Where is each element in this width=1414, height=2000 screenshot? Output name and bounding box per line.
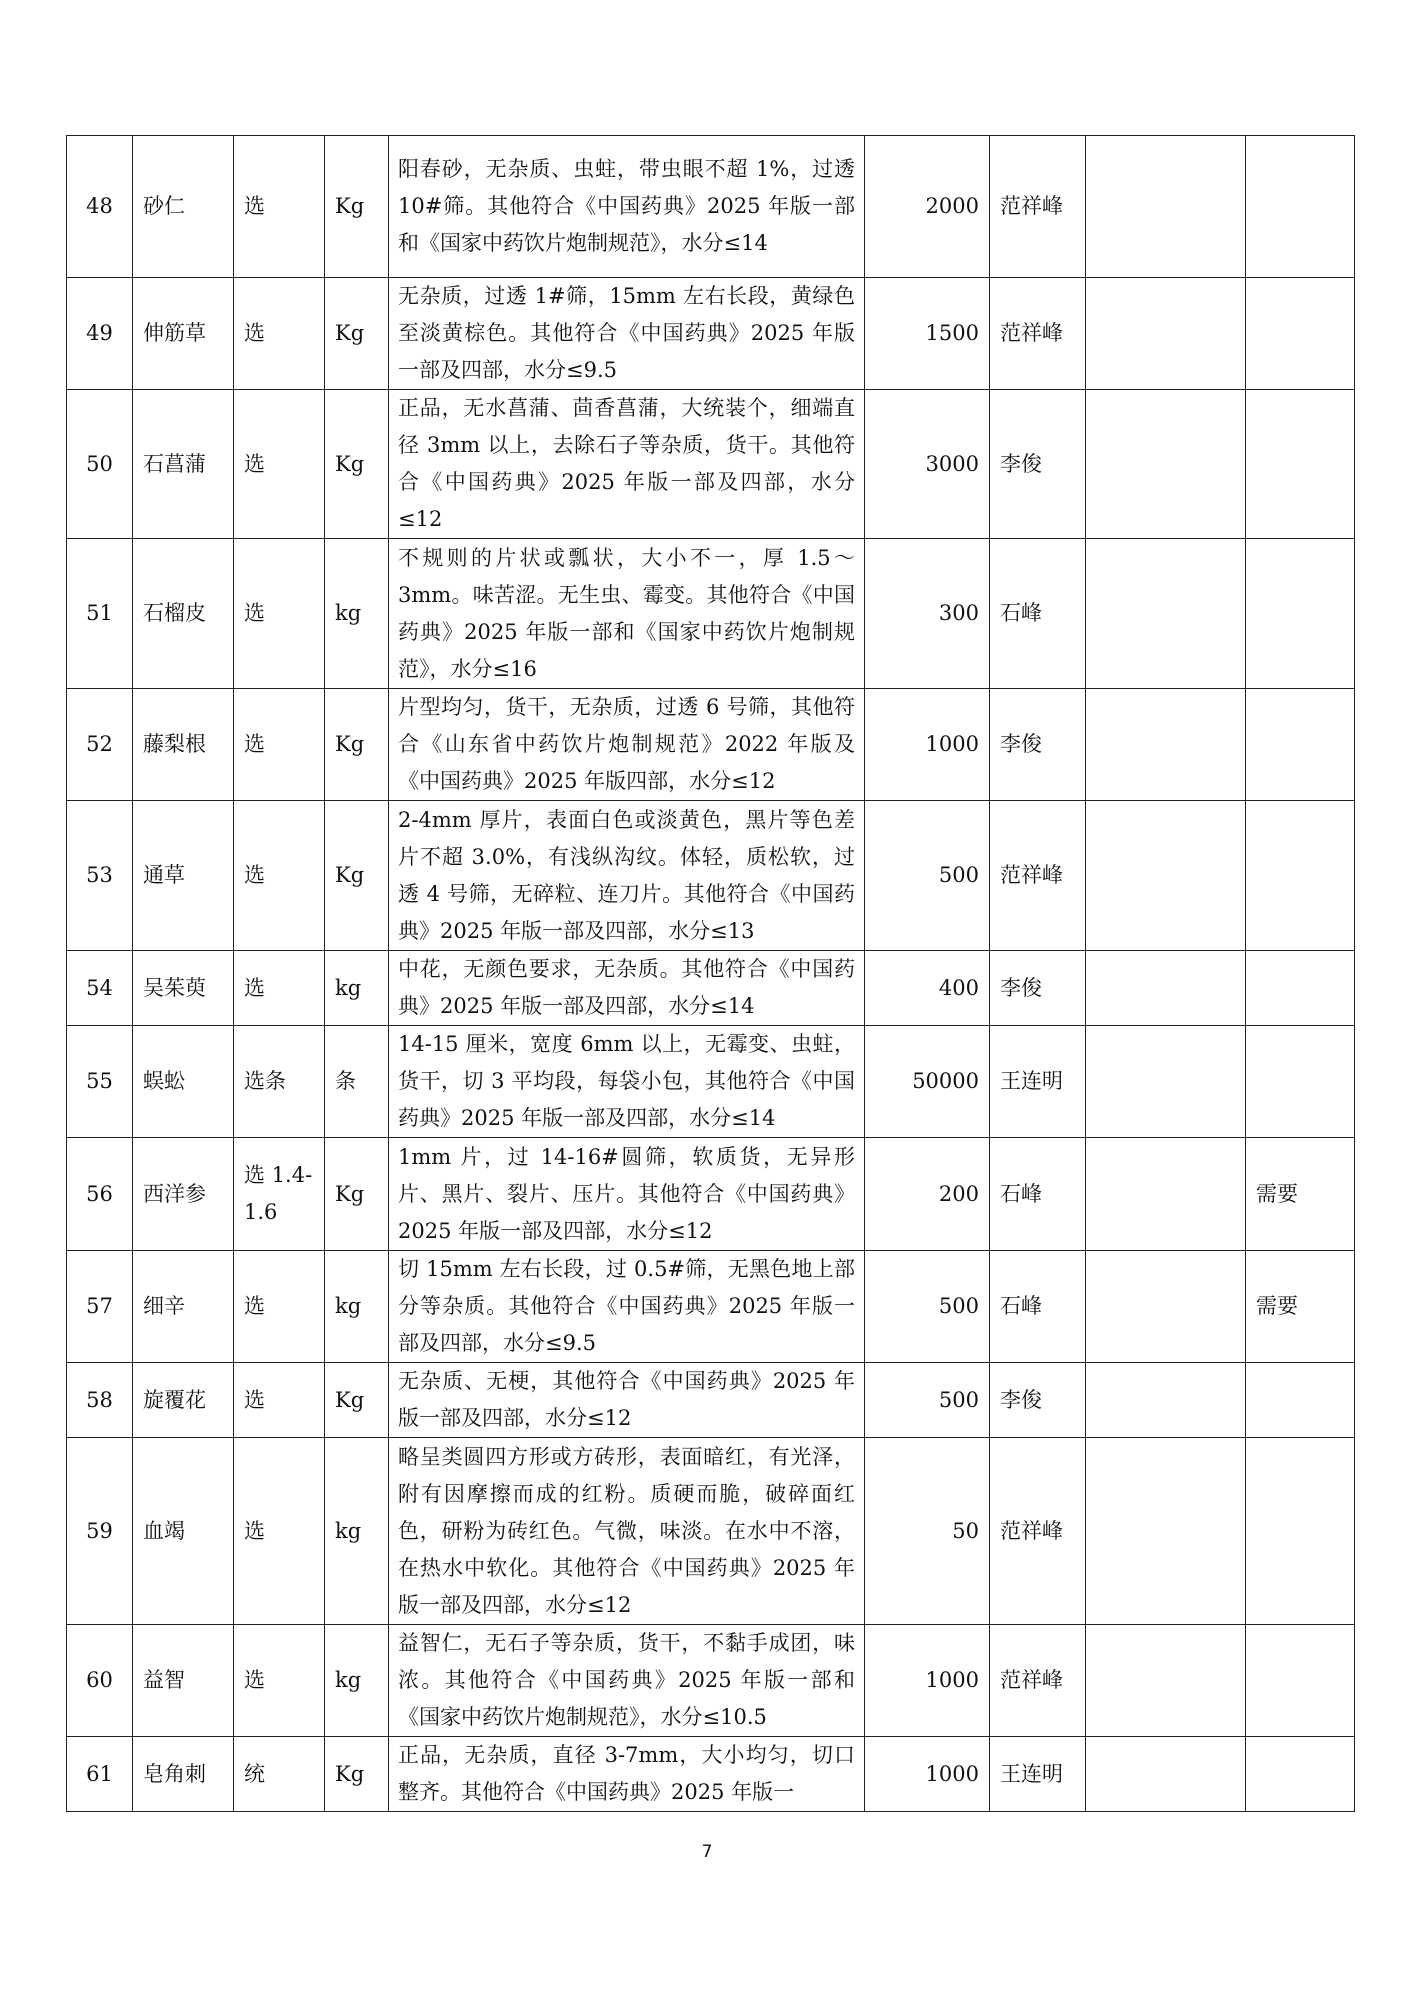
requirement-note-cell: [1246, 689, 1355, 801]
responsible-person-cell: 石峰: [990, 1251, 1086, 1363]
row-number-cell: 48: [67, 136, 133, 278]
unit-cell: Kg: [325, 390, 389, 539]
responsible-person-cell: 范祥峰: [990, 1625, 1086, 1737]
specification-cell: 阳春砂，无杂质、虫蛀，带虫眼不超 1%，过透 10#筛。其他符合《中国药典》2025 年版一部和《国家中药饮片炮制规范》，水分≤14: [389, 136, 865, 278]
extra-column-cell: [1086, 951, 1246, 1026]
responsible-person-cell: 李俊: [990, 689, 1086, 801]
responsible-person-cell: 石峰: [990, 1138, 1086, 1251]
responsible-person-cell: 王连明: [990, 1737, 1086, 1812]
extra-column-cell: [1086, 1026, 1246, 1138]
grade-cell: 选: [234, 539, 325, 689]
responsible-person-cell: 王连明: [990, 1026, 1086, 1138]
herb-name-cell: 石菖蒲: [133, 390, 234, 539]
responsible-person-cell: 范祥峰: [990, 136, 1086, 278]
grade-cell: 选: [234, 1251, 325, 1363]
specification-cell: 中花，无颜色要求，无杂质。其他符合《中国药典》2025 年版一部及四部，水分≤14: [389, 951, 865, 1026]
responsible-person-cell: 石峰: [990, 539, 1086, 689]
herb-name-cell: 砂仁: [133, 136, 234, 278]
table-row: [67, 1251, 1355, 1363]
table-row: [67, 1026, 1355, 1138]
specification-cell: 14-15 厘米，宽度 6mm 以上，无霉变、虫蛀，货干，切 3 平均段，每袋小包，其他符合《中国药典》2025 年版一部及四部，水分≤14: [389, 1026, 865, 1138]
page-number: 7: [701, 1842, 713, 1862]
specification-cell: 略呈类圆四方形或方砖形，表面暗红，有光泽，附有因摩擦而成的红粉。质硬而脆，破碎面红色，研粉为砖红色。气微，味淡。在水中不溶，在热水中软化。其他符合《中国药典》2025 年版一部及四部，水分≤12: [389, 1438, 865, 1625]
requirement-note-cell: [1246, 1363, 1355, 1438]
herb-name-cell: 皂角刺: [133, 1737, 234, 1812]
requirement-note-cell: [1246, 390, 1355, 539]
extra-column-cell: [1086, 539, 1246, 689]
grade-cell: 选 1.4-1.6: [234, 1138, 325, 1251]
row-number-cell: 54: [67, 951, 133, 1026]
table-row: [67, 278, 1355, 390]
requirement-note-cell: [1246, 1737, 1355, 1812]
specification-cell: 正品，无杂质，直径 3-7mm，大小均匀，切口整齐。其他符合《中国药典》2025 年版一: [389, 1737, 865, 1812]
grade-cell: 选: [234, 1363, 325, 1438]
responsible-person-cell: 李俊: [990, 951, 1086, 1026]
quantity-cell: 1000: [865, 689, 990, 801]
requirement-note-cell: [1246, 278, 1355, 390]
row-number-cell: 57: [67, 1251, 133, 1363]
quantity-cell: 1000: [865, 1625, 990, 1737]
table-row: [67, 1438, 1355, 1625]
extra-column-cell: [1086, 1625, 1246, 1737]
herb-name-cell: 藤梨根: [133, 689, 234, 801]
unit-cell: kg: [325, 951, 389, 1026]
requirement-note-cell: [1246, 801, 1355, 951]
herb-name-cell: 通草: [133, 801, 234, 951]
unit-cell: Kg: [325, 1737, 389, 1812]
unit-cell: kg: [325, 1625, 389, 1737]
row-number-cell: 59: [67, 1438, 133, 1625]
quantity-cell: 500: [865, 1363, 990, 1438]
extra-column-cell: [1086, 1138, 1246, 1251]
grade-cell: 选: [234, 951, 325, 1026]
extra-column-cell: [1086, 689, 1246, 801]
table-row: [67, 801, 1355, 951]
grade-cell: 选条: [234, 1026, 325, 1138]
table-row: [67, 1737, 1355, 1812]
unit-cell: Kg: [325, 1138, 389, 1251]
quantity-cell: 50000: [865, 1026, 990, 1138]
row-number-cell: 52: [67, 689, 133, 801]
row-number-cell: 49: [67, 278, 133, 390]
specification-cell: 无杂质，过透 1#筛，15mm 左右长段，黄绿色至淡黄棕色。其他符合《中国药典》2025 年版一部及四部，水分≤9.5: [389, 278, 865, 390]
unit-cell: Kg: [325, 136, 389, 278]
specification-cell: 益智仁，无石子等杂质，货干，不黏手成团，味浓。其他符合《中国药典》2025 年版一部和《国家中药饮片炮制规范》，水分≤10.5: [389, 1625, 865, 1737]
grade-cell: 选: [234, 278, 325, 390]
table-row: [67, 1138, 1355, 1251]
quantity-cell: 50: [865, 1438, 990, 1625]
quantity-cell: 1500: [865, 278, 990, 390]
requirement-note-cell: 需要: [1246, 1138, 1355, 1251]
row-number-cell: 50: [67, 390, 133, 539]
grade-cell: 选: [234, 390, 325, 539]
extra-column-cell: [1086, 390, 1246, 539]
requirement-note-cell: [1246, 136, 1355, 278]
quantity-cell: 3000: [865, 390, 990, 539]
row-number-cell: 55: [67, 1026, 133, 1138]
responsible-person-cell: 范祥峰: [990, 1438, 1086, 1625]
row-number-cell: 53: [67, 801, 133, 951]
herb-name-cell: 旋覆花: [133, 1363, 234, 1438]
requirement-note-cell: [1246, 1438, 1355, 1625]
extra-column-cell: [1086, 136, 1246, 278]
grade-cell: 选: [234, 1438, 325, 1625]
row-number-cell: 58: [67, 1363, 133, 1438]
quantity-cell: 500: [865, 801, 990, 951]
unit-cell: Kg: [325, 278, 389, 390]
specification-cell: 切 15mm 左右长段，过 0.5#筛，无黑色地上部分等杂质。其他符合《中国药典》2025 年版一部及四部，水分≤9.5: [389, 1251, 865, 1363]
unit-cell: Kg: [325, 689, 389, 801]
herb-name-cell: 血竭: [133, 1438, 234, 1625]
table-row: [67, 390, 1355, 539]
unit-cell: kg: [325, 1438, 389, 1625]
requirement-note-cell: [1246, 539, 1355, 689]
grade-cell: 选: [234, 1625, 325, 1737]
unit-cell: Kg: [325, 1363, 389, 1438]
specification-cell: 1mm 片，过 14-16#圆筛，软质货，无异形片、黑片、裂片、压片。其他符合《中国药典》2025 年版一部及四部，水分≤12: [389, 1138, 865, 1251]
unit-cell: 条: [325, 1026, 389, 1138]
requirement-note-cell: [1246, 1625, 1355, 1737]
unit-cell: Kg: [325, 801, 389, 951]
quantity-cell: 2000: [865, 136, 990, 278]
row-number-cell: 60: [67, 1625, 133, 1737]
herb-name-cell: 吴茱萸: [133, 951, 234, 1026]
extra-column-cell: [1086, 278, 1246, 390]
extra-column-cell: [1086, 801, 1246, 951]
unit-cell: kg: [325, 539, 389, 689]
responsible-person-cell: 范祥峰: [990, 801, 1086, 951]
table-row: [67, 689, 1355, 801]
requirement-note-cell: [1246, 951, 1355, 1026]
table-row: [67, 1363, 1355, 1438]
responsible-person-cell: 李俊: [990, 1363, 1086, 1438]
herb-name-cell: 石榴皮: [133, 539, 234, 689]
grade-cell: 选: [234, 689, 325, 801]
row-number-cell: 56: [67, 1138, 133, 1251]
herb-name-cell: 益智: [133, 1625, 234, 1737]
specification-cell: 2-4mm 厚片，表面白色或淡黄色，黑片等色差片不超 3.0%，有浅纵沟纹。体轻，质松软，过透 4 号筛，无碎粒、连刀片。其他符合《中国药典》2025 年版一部及四部，水分≤13: [389, 801, 865, 951]
extra-column-cell: [1086, 1251, 1246, 1363]
herb-name-cell: 西洋参: [133, 1138, 234, 1251]
quantity-cell: 300: [865, 539, 990, 689]
responsible-person-cell: 范祥峰: [990, 278, 1086, 390]
specification-cell: 正品，无水菖蒲、茴香菖蒲，大统装个，细端直径 3mm 以上，去除石子等杂质，货干。其他符合《中国药典》2025 年版一部及四部，水分≤12: [389, 390, 865, 539]
grade-cell: 统: [234, 1737, 325, 1812]
materials-table: [66, 135, 1355, 1812]
specification-cell: 片型均匀，货干，无杂质，过透 6 号筛，其他符合《山东省中药饮片炮制规范》2022 年版及《中国药典》2025 年版四部，水分≤12: [389, 689, 865, 801]
quantity-cell: 500: [865, 1251, 990, 1363]
extra-column-cell: [1086, 1363, 1246, 1438]
requirement-note-cell: [1246, 1026, 1355, 1138]
responsible-person-cell: 李俊: [990, 390, 1086, 539]
grade-cell: 选: [234, 136, 325, 278]
row-number-cell: 51: [67, 539, 133, 689]
row-number-cell: 61: [67, 1737, 133, 1812]
specification-cell: 不规则的片状或瓢状，大小不一，厚 1.5～3mm。味苦涩。无生虫、霉变。其他符合《中国药典》2025 年版一部和《国家中药饮片炮制规范》，水分≤16: [389, 539, 865, 689]
herb-name-cell: 细辛: [133, 1251, 234, 1363]
herb-name-cell: 伸筋草: [133, 278, 234, 390]
grade-cell: 选: [234, 801, 325, 951]
table-row: [67, 951, 1355, 1026]
specification-cell: 无杂质、无梗，其他符合《中国药典》2025 年版一部及四部，水分≤12: [389, 1363, 865, 1438]
extra-column-cell: [1086, 1737, 1246, 1812]
table-row: [67, 136, 1355, 278]
quantity-cell: 1000: [865, 1737, 990, 1812]
quantity-cell: 400: [865, 951, 990, 1026]
table-row: [67, 1625, 1355, 1737]
extra-column-cell: [1086, 1438, 1246, 1625]
table-row: [67, 539, 1355, 689]
requirement-note-cell: 需要: [1246, 1251, 1355, 1363]
unit-cell: kg: [325, 1251, 389, 1363]
herb-name-cell: 蜈蚣: [133, 1026, 234, 1138]
quantity-cell: 200: [865, 1138, 990, 1251]
